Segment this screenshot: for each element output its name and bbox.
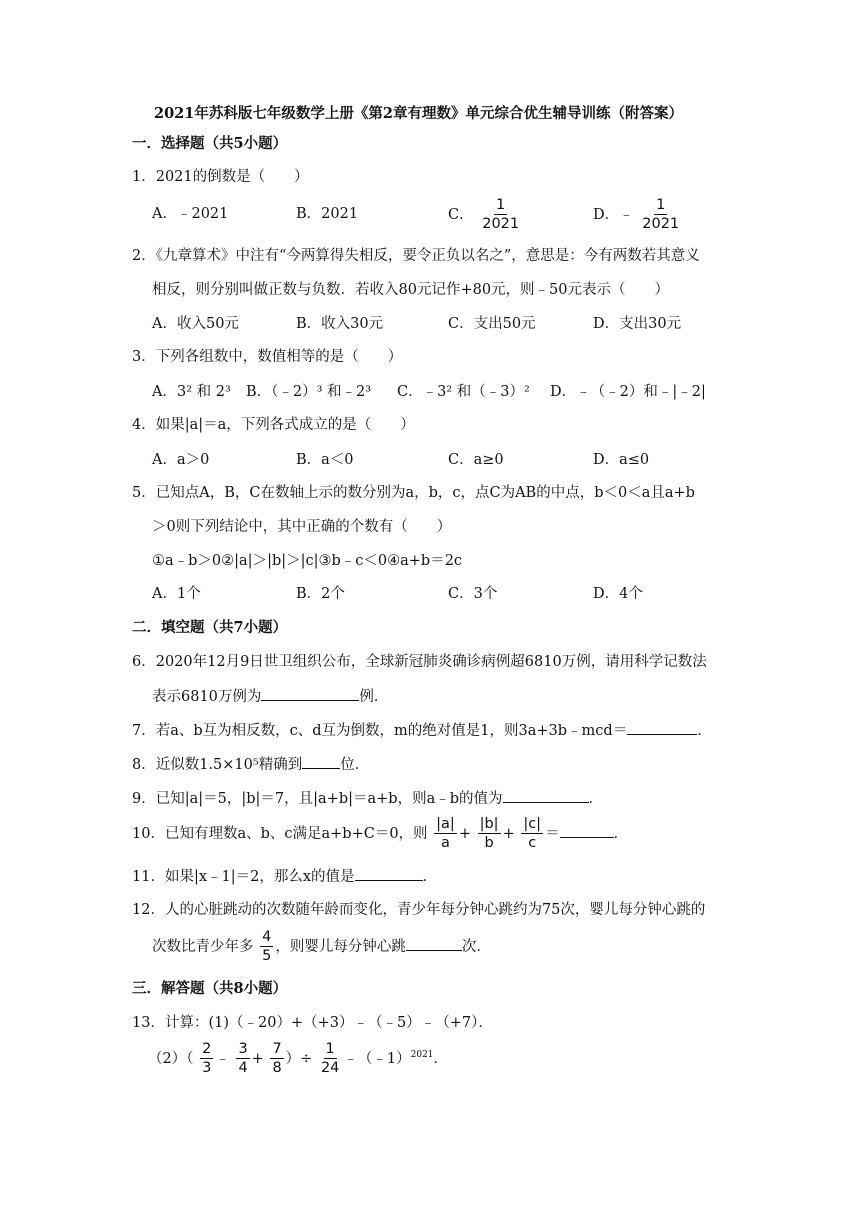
q13-fraction-1-numerator: 2 bbox=[202, 1041, 212, 1057]
question-7 bbox=[132, 720, 712, 741]
q1-option-a: A．﹣2021 bbox=[152, 206, 229, 222]
question-13-line-1: 13．计算：(1)（﹣20）+（+3）﹣（﹣5）﹣（+7）． bbox=[132, 1015, 493, 1031]
q4-option-b: B．a＜0 bbox=[296, 452, 354, 468]
q13-fraction-3 bbox=[270, 1040, 283, 1078]
q13-part2-label: （2）（ bbox=[148, 1051, 194, 1067]
q1-option-d-label: D．﹣ bbox=[593, 207, 634, 223]
q5-option-a: A．1个 bbox=[152, 586, 201, 602]
q1-option-d bbox=[593, 196, 683, 234]
q10-plus-2: + bbox=[502, 826, 515, 842]
q10-text: 10．已知有理数a、b、c满足a+b+C＝0，则 bbox=[132, 826, 428, 842]
q12-fraction bbox=[260, 928, 273, 966]
q12-fraction-numerator: 4 bbox=[262, 929, 272, 945]
q13-fraction-2-numerator: 3 bbox=[238, 1041, 248, 1057]
question-12-line-1: 12．人的心脏跳动的次数随年龄而变化，青少年每分钟心跳约为75次，婴儿每分钟心跳的 bbox=[132, 902, 706, 918]
q10-period: ． bbox=[613, 826, 629, 842]
question-5-line-2: ＞0则下列结论中，其中正确的个数有（ ） bbox=[152, 519, 452, 535]
q12-answer-blank[interactable] bbox=[406, 936, 462, 951]
q13-fraction-1-denominator: 3 bbox=[202, 1060, 212, 1076]
q1-fraction-c-denominator: 2021 bbox=[482, 216, 520, 232]
question-5-line-3: ①a﹣b＞0②|a|＞|b|＞|c|③b﹣c＜0④a+b＝2c bbox=[152, 553, 463, 569]
q10-fraction-c-numerator: |c| bbox=[523, 816, 542, 832]
question-13-part-2 bbox=[148, 1040, 448, 1078]
q9-text: 9．已知|a|＝5，|b|＝7，且|a+b|＝a+b，则a﹣b的值为 bbox=[132, 791, 503, 807]
q13-plus: + bbox=[251, 1051, 264, 1067]
q4-option-a: A．a＞0 bbox=[152, 452, 210, 468]
q13-exponent: 2021 bbox=[410, 1050, 434, 1060]
q13-fraction-3-numerator: 7 bbox=[272, 1041, 282, 1057]
question-2-line-2: 相反，则分别叫做正数与负数．若收入80元记作+80元，则﹣50元表示（ ） bbox=[152, 282, 669, 298]
q9-answer-blank[interactable] bbox=[503, 788, 589, 803]
question-3-stem: 3．下列各组数中，数值相等的是（ ） bbox=[132, 349, 403, 365]
q4-option-c: C．a≥0 bbox=[448, 452, 504, 468]
q10-equals: ＝ bbox=[545, 826, 560, 842]
q13-period: ． bbox=[433, 1051, 449, 1067]
q8-answer-blank[interactable] bbox=[302, 754, 340, 769]
question-11 bbox=[132, 866, 437, 887]
question-9 bbox=[132, 788, 603, 809]
question-5-line-1: 5．已知点A，B，C在数轴上示的数分别为a，b，c，点C为AB的中点，b＜0＜a且a+b bbox=[132, 485, 695, 501]
q5-option-d: D．4个 bbox=[593, 586, 643, 602]
q13-fraction-4-numerator: 1 bbox=[325, 1041, 335, 1057]
q7-answer-blank[interactable] bbox=[627, 720, 697, 735]
q10-fraction-b-denominator: b bbox=[484, 835, 494, 851]
question-6-line-2 bbox=[152, 686, 388, 707]
q12-fraction-denominator: 5 bbox=[262, 948, 272, 964]
q11-answer-blank[interactable] bbox=[355, 866, 423, 881]
q5-option-c: C．3个 bbox=[448, 586, 498, 602]
q10-fraction-b-numerator: |b| bbox=[479, 816, 499, 832]
q6-text-before-blank: 表示6810万例为 bbox=[152, 689, 262, 705]
q13-divide: ）÷ bbox=[285, 1051, 313, 1067]
q10-fraction-c-denominator: c bbox=[528, 835, 537, 851]
question-4-stem: 4．如果|a|＝a，下列各式成立的是（ ） bbox=[132, 417, 415, 433]
q3-option-c: C．﹣3² 和（﹣3）² bbox=[397, 384, 530, 400]
question-6-line-1: 6．2020年12月9日世卫组织公布，全球新冠肺炎确诊病例超6810万例，请用科学记数法 bbox=[132, 654, 707, 670]
q3-option-a: A．3² 和 2³ bbox=[152, 384, 231, 400]
q7-period: ． bbox=[697, 723, 712, 739]
q3-option-d: D．﹣（﹣2）和﹣|﹣2| bbox=[550, 384, 706, 400]
question-1-stem: 1．2021的倒数是（ ） bbox=[132, 169, 309, 185]
q1-fraction-d-denominator: 2021 bbox=[642, 216, 680, 232]
q10-fraction-b bbox=[478, 815, 501, 853]
q2-option-c: C．支出50元 bbox=[448, 316, 536, 332]
question-10 bbox=[132, 815, 628, 853]
q10-fraction-c bbox=[521, 815, 543, 853]
document-title: 2021年苏科版七年级数学上册《第2章有理数》单元综合优生辅导训练（附答案） bbox=[154, 105, 683, 122]
question-8 bbox=[132, 754, 369, 775]
q10-fraction-a-numerator: |a| bbox=[436, 816, 455, 832]
q8-text: 8．近似数1.5×10⁵精确到 bbox=[132, 757, 303, 773]
q10-fraction-a-denominator: a bbox=[441, 835, 450, 851]
q6-text-after-blank: 例． bbox=[359, 689, 389, 705]
q13-fraction-4 bbox=[319, 1040, 341, 1078]
q11-text: 11．如果|x﹣1|＝2，那么x的值是 bbox=[132, 869, 355, 885]
section-heading-solve: 三．解答题（共8小题） bbox=[132, 980, 288, 997]
q8-text-after-blank: 位． bbox=[340, 757, 370, 773]
q12-text-2: ，则婴儿每分钟心跳 bbox=[275, 939, 406, 955]
q12-text-1: 次数比青少年多 bbox=[152, 939, 254, 955]
q1-fraction-c bbox=[480, 196, 521, 234]
q2-option-a: A．收入50元 bbox=[152, 316, 239, 332]
question-12-line-2 bbox=[152, 928, 491, 966]
q13-fraction-1 bbox=[200, 1040, 213, 1078]
section-heading-fill: 二．填空题（共7小题） bbox=[132, 619, 288, 636]
question-2-line-1: 2．《九章算术》中注有“今两算得失相反，要令正负以名之”，意思是：今有两数若其意义 bbox=[132, 248, 700, 264]
q13-minus-power: ﹣（﹣1） bbox=[343, 1051, 411, 1067]
q7-text: 7．若a、b互为相反数，c、d互为倒数，m的绝对值是1，则3a+3b﹣mcd＝ bbox=[132, 723, 628, 739]
q1-fraction-d bbox=[640, 196, 681, 234]
q1-fraction-d-numerator: 1 bbox=[656, 197, 666, 213]
q13-minus: ﹣ bbox=[215, 1051, 230, 1067]
q13-fraction-4-denominator: 24 bbox=[320, 1060, 340, 1076]
section-heading-choice: 一．选择题（共5小题） bbox=[132, 135, 288, 152]
q4-option-d: D．a≤0 bbox=[593, 452, 650, 468]
q2-option-d: D．支出30元 bbox=[593, 316, 682, 332]
q13-fraction-3-denominator: 8 bbox=[272, 1060, 282, 1076]
q1-fraction-c-numerator: 1 bbox=[496, 197, 506, 213]
q1-option-c-label: C． bbox=[448, 207, 474, 223]
q1-option-c bbox=[448, 196, 523, 234]
q10-plus-1: + bbox=[458, 826, 471, 842]
q2-option-b: B．收入30元 bbox=[296, 316, 384, 332]
q10-fraction-a bbox=[434, 815, 457, 853]
q11-period: ． bbox=[422, 869, 438, 885]
q3-option-b: B．（﹣2）³ 和﹣2³ bbox=[246, 384, 372, 400]
q12-text-3: 次． bbox=[461, 939, 491, 955]
q13-fraction-2-denominator: 4 bbox=[238, 1060, 248, 1076]
q13-fraction-2 bbox=[236, 1040, 249, 1078]
q6-answer-blank[interactable] bbox=[261, 686, 359, 701]
q5-option-b: B．2个 bbox=[296, 586, 345, 602]
q1-option-b: B．2021 bbox=[296, 206, 359, 222]
q9-period: ． bbox=[588, 791, 603, 807]
q10-answer-blank[interactable] bbox=[560, 823, 614, 838]
